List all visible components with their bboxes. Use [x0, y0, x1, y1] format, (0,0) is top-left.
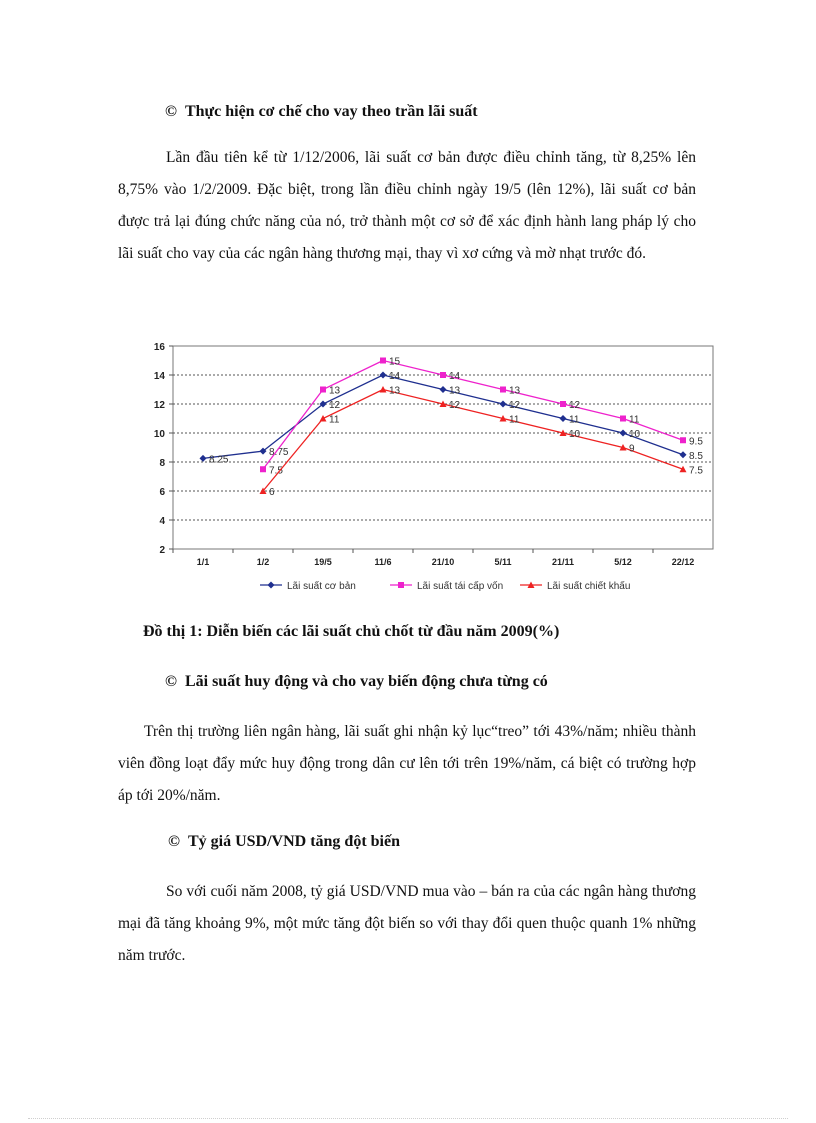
y-tick-label: 4	[159, 516, 165, 527]
data-point-2	[620, 416, 626, 422]
chart-svg	[140, 332, 720, 602]
x-tick-label: 21/11	[551, 557, 575, 567]
x-tick-label: 22/12	[671, 557, 695, 567]
data-label: 9	[629, 443, 635, 455]
x-tick-label: 11/6	[374, 557, 392, 567]
data-label: 13	[449, 385, 461, 397]
copyright-bullet-icon: ©	[165, 673, 177, 690]
x-tick-label: 5/12	[614, 557, 632, 567]
y-tick-label: 2	[159, 545, 165, 556]
y-tick-label: 6	[159, 487, 165, 498]
section-heading-exchange-rate: © Tỷ giá USD/VND tăng đột biến	[168, 833, 400, 850]
data-label: 11	[629, 414, 640, 426]
y-tick-label: 12	[153, 400, 165, 411]
data-label: 12	[329, 400, 341, 411]
data-point-2	[380, 358, 386, 364]
y-tick-label: 14	[153, 371, 165, 382]
data-label: 11	[569, 414, 580, 426]
x-tick-label: 5/11	[494, 557, 512, 567]
data-label: 12	[569, 400, 581, 411]
data-label: 7.5	[269, 465, 283, 477]
data-label: 11	[509, 414, 520, 426]
data-label: 6	[269, 487, 275, 498]
section-heading-lending-cap: © Thực hiện cơ chế cho vay theo trần lãi suất	[165, 103, 478, 120]
legend-label: Lãi suất chiết khấu	[547, 581, 631, 592]
data-point-2	[320, 387, 326, 393]
data-label: 12	[509, 400, 521, 411]
copyright-bullet-icon: ©	[168, 833, 180, 850]
x-tick-label: 1/2	[256, 557, 270, 567]
data-point-2	[680, 437, 686, 443]
data-point-2	[260, 466, 266, 472]
legend-label: Lãi suất tái cấp vốn	[417, 581, 504, 592]
legend-label: Lãi suất cơ bản	[287, 581, 356, 592]
y-tick-label: 16	[153, 342, 165, 353]
data-label: 14	[449, 371, 461, 382]
data-label: 10	[629, 429, 641, 440]
data-label: 13	[509, 385, 521, 397]
y-tick-label: 10	[153, 429, 165, 440]
data-label: 7.5	[689, 465, 703, 477]
paragraph-interbank: Trên thị trường liên ngân hàng, lãi suất ghi nhận kỷ lục“treo” tới 43%/năm; nhiều thành viên đồng loạt đẩy mức huy động trong dân cư lên tới trên 19%/năm, cá biệt có trường hợp áp tới 20%/năm.	[118, 723, 696, 804]
chart-caption: Đồ thị 1: Diễn biến các lãi suất chủ chốt từ đầu năm 2009(%)	[143, 623, 560, 640]
data-label: 12	[449, 400, 461, 411]
data-point-2	[440, 372, 446, 378]
data-label: 13	[329, 385, 341, 397]
x-tick-label: 19/5	[314, 557, 332, 567]
data-label: 8.5	[689, 450, 703, 462]
interest-rate-chart	[140, 332, 720, 602]
data-label: 14	[389, 371, 401, 382]
paragraph-base-rate: Lần đầu tiên kể từ 1/12/2006, lãi suất cơ bản được điều chỉnh tăng, từ 8,25% lên 8,75% vào 1/2/2009. Đặc biệt, trong lần điều chỉnh ngày 19/5 (lên 12%), lãi suất cơ bản được trả lại đúng chức năng của nó, trở thành một cơ sở để xác định hành lang pháp lý cho lãi suất cho vay của các ngân hàng thương mại, thay vì xơ cứng và mờ nhạt trước đó.	[118, 149, 696, 262]
page-bottom-rule	[28, 1118, 788, 1119]
data-point-2	[560, 401, 566, 407]
data-label: 15	[389, 356, 401, 368]
data-point-2	[500, 387, 506, 393]
x-tick-label: 1/1	[196, 557, 210, 567]
data-label: 8.75	[269, 447, 289, 459]
paragraph-usd-vnd: So với cuối năm 2008, tỷ giá USD/VND mua vào – bán ra của các ngân hàng thương mại đã tăng khoảng 9%, một mức tăng đột biến so với thay đổi quen thuộc quanh 1% những năm trước.	[118, 883, 696, 964]
data-label: 9.5	[689, 436, 703, 448]
x-tick-label: 21/10	[431, 557, 455, 567]
data-label: 8.25	[209, 454, 229, 466]
section-heading-deposit-lending: © Lãi suất huy động và cho vay biến động chưa từng có	[165, 673, 548, 690]
legend-marker-icon	[398, 582, 404, 588]
data-label: 11	[329, 414, 340, 426]
copyright-bullet-icon: ©	[165, 103, 177, 120]
data-label: 10	[569, 429, 581, 440]
data-label: 13	[389, 385, 401, 397]
y-tick-label: 8	[159, 458, 165, 469]
legend-marker-icon	[268, 582, 275, 589]
